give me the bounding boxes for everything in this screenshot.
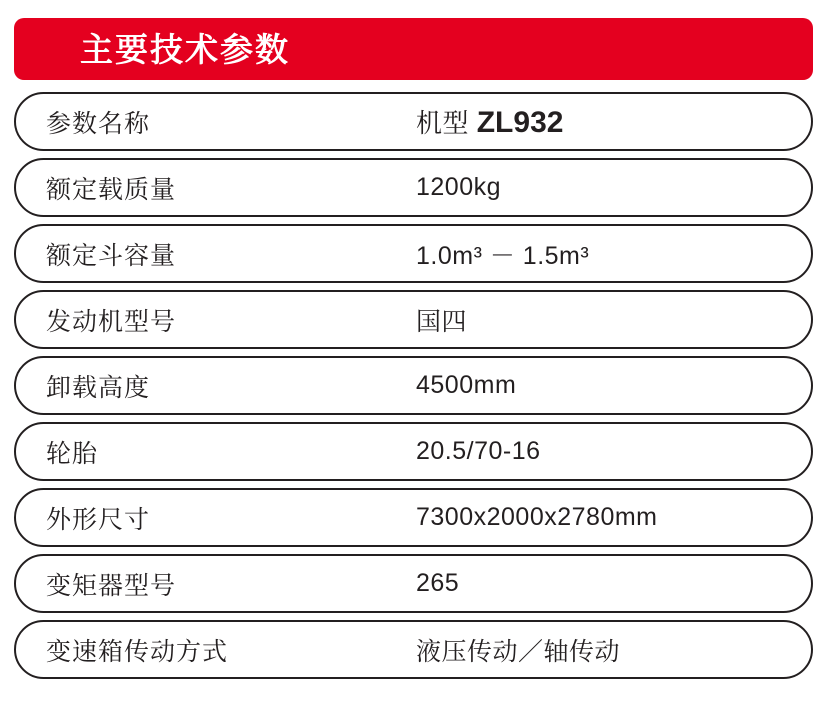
table-row: [14, 158, 813, 217]
row-value: 国四: [416, 307, 468, 336]
table-row: [14, 290, 813, 349]
row-value: 265: [416, 569, 460, 597]
table-row: [14, 224, 813, 283]
row-label: 变速箱传动方式: [46, 637, 229, 666]
row-label: 发动机型号: [46, 307, 177, 336]
row-label: 额定载质量: [46, 175, 177, 204]
model-code: ZL932: [476, 106, 564, 139]
row-value: 1200kg: [416, 173, 502, 201]
title-banner: [14, 18, 813, 80]
row-value: 7300x2000x2780mm: [416, 503, 658, 531]
table-row: [14, 488, 813, 547]
row-label: 额定斗容量: [46, 241, 177, 270]
page-title: 主要技术参数: [80, 30, 290, 68]
row-value: 液压传动／轴传动: [416, 637, 621, 666]
row-label: 轮胎: [46, 439, 99, 468]
table-row: [14, 422, 813, 481]
row-label: 外形尺寸: [46, 505, 151, 534]
row-value: 1.0m³ － 1.5m³: [416, 241, 590, 270]
table-row: [14, 620, 813, 679]
spec-table: [14, 92, 813, 699]
table-header-value: [416, 103, 811, 140]
table-header-label: 参数名称: [46, 109, 151, 138]
row-value: 4500mm: [416, 371, 517, 399]
table-row: [14, 554, 813, 613]
row-value: 20.5/70-16: [416, 437, 541, 465]
row-label: 卸载高度: [46, 373, 151, 402]
model-prefix: 机型: [416, 108, 477, 138]
table-header-row: [14, 92, 813, 151]
table-row: [14, 356, 813, 415]
row-label: 变矩器型号: [46, 571, 177, 600]
